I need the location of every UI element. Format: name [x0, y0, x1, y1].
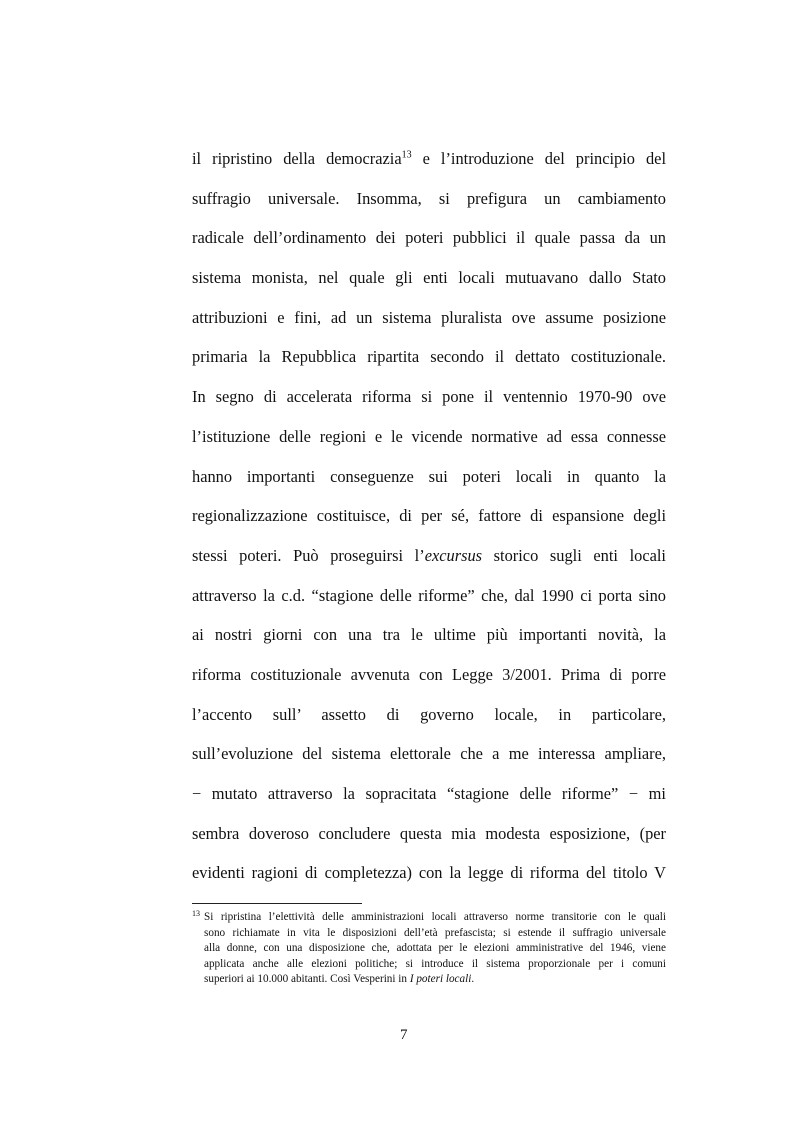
text-line: l’istituzione delle regioni e le vicende normative ad essa connesse [192, 426, 666, 446]
footnote-line: alla donne, con una disposizione che, adottata per le elezioni amministrative del 1946, viene [204, 942, 666, 954]
page-number: 7 [400, 1027, 408, 1043]
text-line: hanno importanti conseguenze sui poteri locali in quanto la [192, 466, 666, 486]
text-line [192, 139, 666, 179]
footnote-number: 13 [192, 909, 200, 918]
footnote-line [192, 972, 666, 988]
text-line: attraverso la c.d. “stagione delle riforme” che, dal 1990 ci porta sino [192, 585, 666, 605]
text-span: storico sugli enti locali [482, 545, 666, 565]
text-line: evidenti ragioni di completezza) con la legge di riforma del titolo V [192, 863, 666, 883]
text-span: stessi poteri. Può proseguirsi l’ [192, 545, 425, 565]
text-line: l’accento sull’ assetto di governo locale, in particolare, [192, 704, 666, 724]
text-line: sull’evoluzione del sistema elettorale che a me interessa ampliare, [192, 744, 666, 764]
footnote-line: sono richiamate in vita le disposizioni dell’età prefascista; si estende il suffragio universale [204, 926, 666, 939]
footnote [192, 910, 666, 988]
text-span: il ripristino della democrazia [192, 149, 402, 168]
text-line: attribuzioni e fini, ad un sistema pluralista ove assume posizione [192, 307, 666, 327]
text-span: e l’introduzione del principio del [411, 149, 666, 168]
text-line: radicale dell’ordinamento dei poteri pubblici il quale passa da un [192, 228, 666, 248]
text-line: primaria la Repubblica ripartita secondo il dettato costituzionale. [192, 347, 666, 367]
text-line: sistema monista, nel quale gli enti locali mutuavano dallo Stato [192, 268, 666, 288]
book-title: I poteri locali [409, 973, 472, 985]
body-text [192, 139, 666, 893]
text-line: ai nostri giorni con una tra le ultime più importanti novità, la [192, 625, 666, 645]
text-line: regionalizzazione costituisce, di per sé, fattore di espansione degli [192, 506, 666, 526]
text-span: superiori ai 10.000 abitanti. Così Vesperini in [204, 973, 410, 985]
text-line: riforma costituzionale avvenuta con Legge 3/2001. Prima di porre [192, 664, 666, 684]
italic-term: excursus [424, 545, 483, 565]
text-line: suffragio universale. Insomma, si prefigura un cambiamento [192, 188, 666, 208]
footnote-line: Si ripristina l’elettività delle amministrazioni locali attraverso norme transitorie con le quali [204, 911, 666, 923]
text-line [192, 536, 666, 576]
text-span: . [471, 973, 475, 985]
footnote-line: applicata anche alle elezioni politiche; si introduce il sistema proporzionale per i comuni [204, 957, 666, 970]
footnote-separator [192, 903, 362, 904]
footnote-reference: 13 [401, 149, 412, 161]
text-line: sembra doveroso concludere questa mia modesta esposizione, (per [192, 823, 666, 843]
text-line: In segno di accelerata riforma si pone il ventennio 1970-90 ove [192, 387, 666, 407]
text-line: − mutato attraverso la sopracitata “stagione delle riforme” − mi [192, 784, 666, 803]
